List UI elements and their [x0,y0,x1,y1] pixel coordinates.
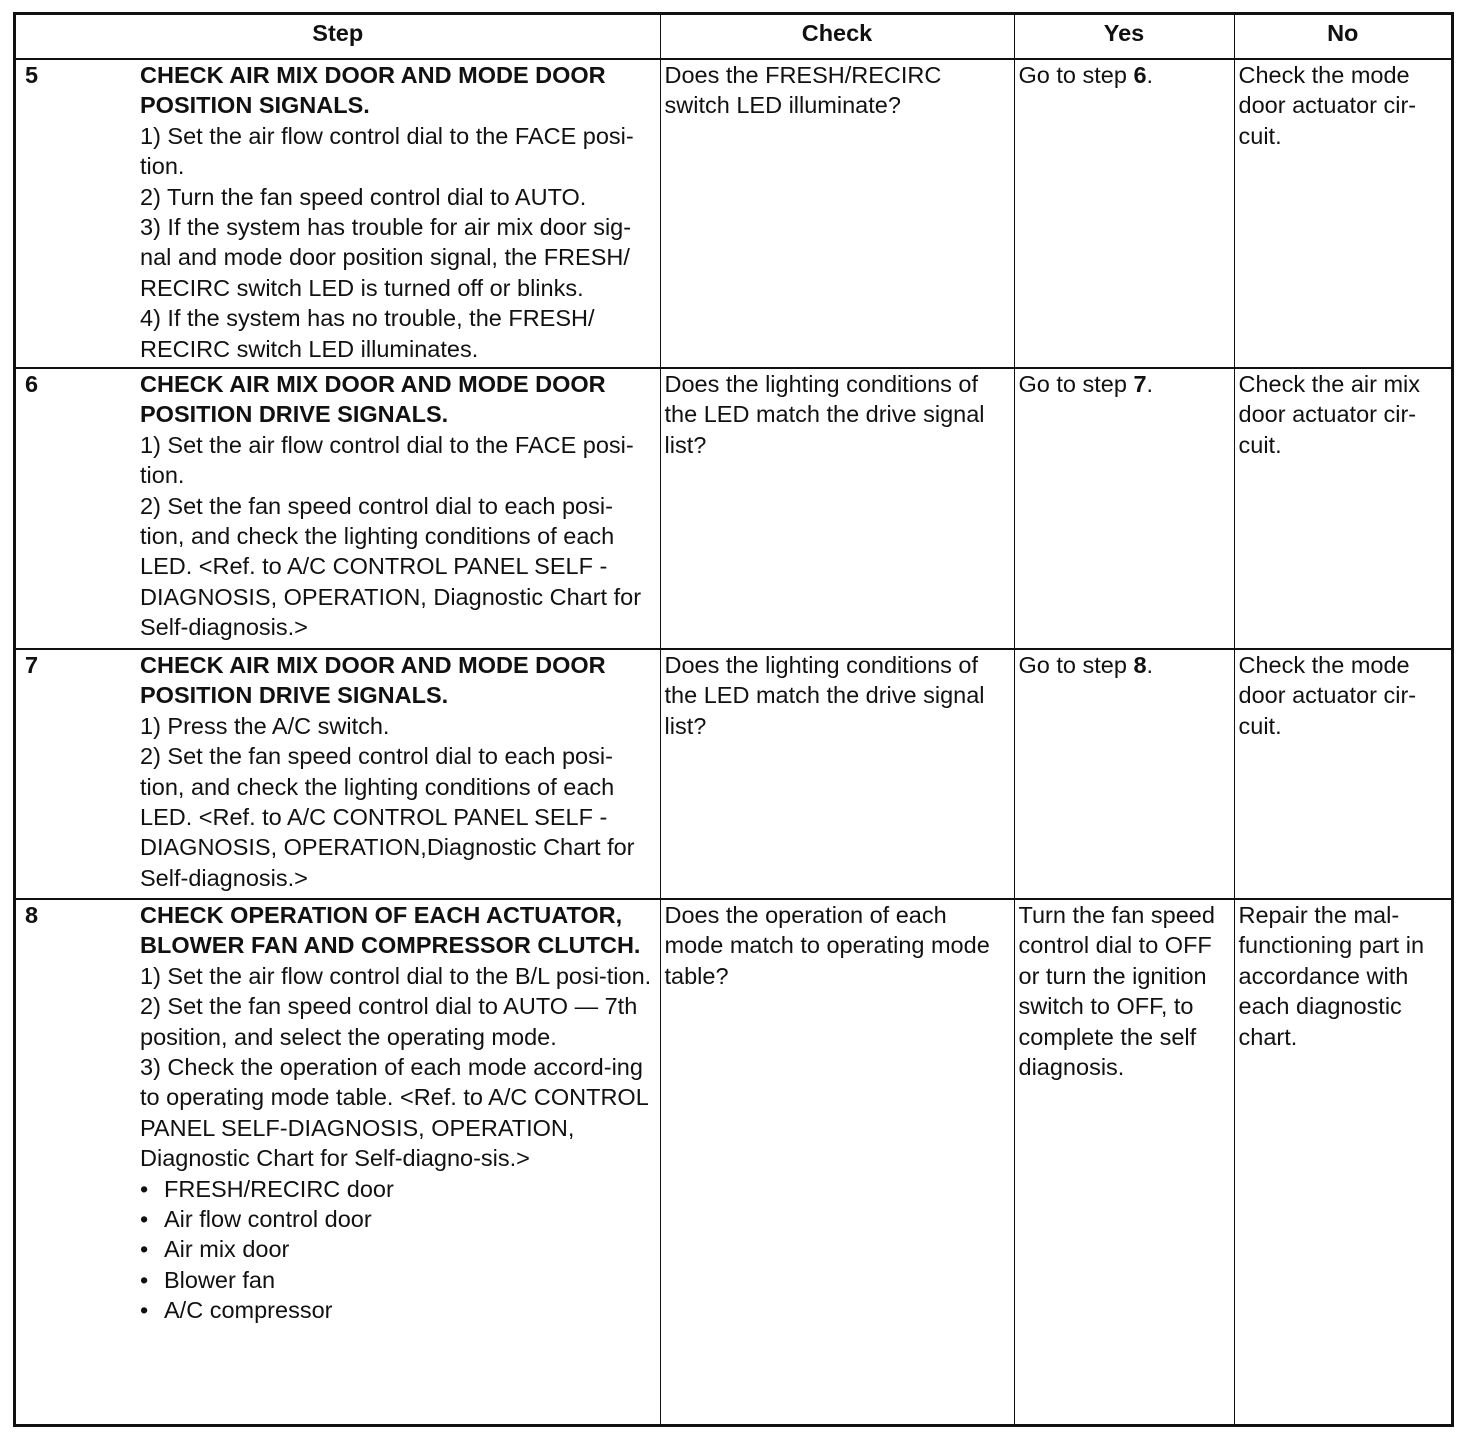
list-item [140,1295,652,1325]
yes-cell [1014,59,1234,368]
bullet-icon: • [140,1297,149,1324]
header-step: Step [16,15,660,59]
step-instruction: 1) Set the air flow control dial to the FACE posi-tion. [140,122,634,180]
step-body [140,369,656,643]
next-step-number: 7 [1133,371,1147,397]
next-step-number: 6 [1133,62,1147,88]
step-instruction: 3) If the system has trouble for air mix door sig-nal and mode door position signal, the FRESH/ RECIRC switch LED is turned off or blinks. [140,214,632,301]
yes-text: Go to step [1018,371,1134,397]
list-item-text: Blower fan [164,1266,276,1293]
list-item-text: FRESH/RECIRC door [164,1175,394,1202]
table-row [16,368,1451,649]
diagnostic-table-sheet [13,12,1454,1427]
no-cell: Check the mode door actuator cir-cuit. [1234,59,1451,368]
step-instruction: 2) Set the fan speed control dial to AUTO — 7th position, and select the operating mode. [140,993,638,1050]
list-item [140,1174,652,1204]
diagnostic-table [16,15,1451,1424]
check-cell: Does the lighting conditions of the LED match the drive signal list? [660,368,1014,649]
yes-cell [1014,368,1234,649]
check-cell: Does the lighting conditions of the LED match the drive signal list? [660,649,1014,899]
yes-text: Go to step [1018,652,1134,678]
table-row [16,59,1451,368]
list-item [140,1234,652,1264]
list-item-text: Air mix door [164,1236,290,1263]
step-title: CHECK AIR MIX DOOR AND MODE DOOR POSITION DRIVE SIGNALS. [140,371,606,428]
step-number: 6 [25,371,39,397]
table-header-row [16,15,1451,59]
yes-text: Turn the fan speed control dial to OFF or turn the ignition switch to OFF, to complete the self diagnosis. [1018,902,1215,1081]
step-instruction: 2) Set the fan speed control dial to each posi-tion, and check the lighting conditions of each LED. <Ref. to A/C CONTROL PANEL SELF -DIAGNOSIS, OPERATION, Diagnostic Chart for Self-diagnosis.> [140,492,642,641]
step-cell [16,899,660,1424]
table-row [16,649,1451,899]
step-number: 5 [25,62,39,88]
step-instruction: 1) Set the air flow control dial to the B/L posi-tion. [140,962,652,989]
yes-suffix: . [1146,62,1154,88]
step-title: CHECK OPERATION OF EACH ACTUATOR, BLOWER FAN AND COMPRESSOR CLUTCH. [140,902,641,959]
step-instruction: 3) Check the operation of each mode accord-ing to operating mode table. <Ref. to A/C CONTROL PANEL SELF-DIAGNOSIS, OPERATION, Diagnostic Chart for Self-diagno-sis.> [140,1054,648,1172]
bullet-icon: • [140,1206,149,1233]
yes-suffix: . [1146,371,1154,397]
header-yes: Yes [1014,15,1234,59]
component-list [140,1174,652,1326]
no-cell: Check the air mix door actuator cir-cuit. [1234,368,1451,649]
step-instruction: 1) Press the A/C switch. [140,712,390,739]
yes-cell [1014,899,1234,1424]
list-item [140,1204,652,1234]
step-cell [16,59,660,368]
no-cell: Check the mode door actuator cir-cuit. [1234,649,1451,899]
check-cell: Does the FRESH/RECIRC switch LED illuminate? [660,59,1014,368]
check-cell: Does the operation of each mode match to operating mode table? [660,899,1014,1424]
header-no: No [1234,15,1451,59]
yes-cell [1014,649,1234,899]
yes-suffix: . [1146,652,1154,678]
step-cell [16,649,660,899]
next-step-number: 8 [1133,652,1147,678]
step-body [140,900,656,1326]
step-instruction: 4) If the system has no trouble, the FRESH/ RECIRC switch LED illuminates. [140,305,595,362]
step-number: 7 [25,652,39,678]
step-title: CHECK AIR MIX DOOR AND MODE DOOR POSITION DRIVE SIGNALS. [140,652,606,709]
list-item-text: Air flow control door [164,1206,372,1233]
step-instruction: 2) Set the fan speed control dial to each posi-tion, and check the lighting conditions of each LED. <Ref. to A/C CONTROL PANEL SELF -DIAGNOSIS, OPERATION,Diagnostic Chart for Self-diagnosis.> [140,743,635,891]
step-body [140,650,656,893]
table-row [16,899,1451,1424]
list-item [140,1265,652,1295]
list-item-text: A/C compressor [164,1297,333,1324]
step-cell [16,368,660,649]
step-body [140,60,656,364]
bullet-icon: • [140,1175,149,1202]
yes-text: Go to step [1018,62,1134,88]
step-number: 8 [25,902,39,928]
step-title: CHECK AIR MIX DOOR AND MODE DOOR POSITION SIGNALS. [140,62,606,119]
bullet-icon: • [140,1266,149,1293]
bullet-icon: • [140,1236,149,1263]
no-cell: Repair the mal-functioning part in accordance with each diagnostic chart. [1234,899,1451,1424]
header-check: Check [660,15,1014,59]
step-instruction: 1) Set the air flow control dial to the FACE posi-tion. [140,431,634,489]
step-instruction: 2) Turn the fan speed control dial to AUTO. [140,183,587,210]
